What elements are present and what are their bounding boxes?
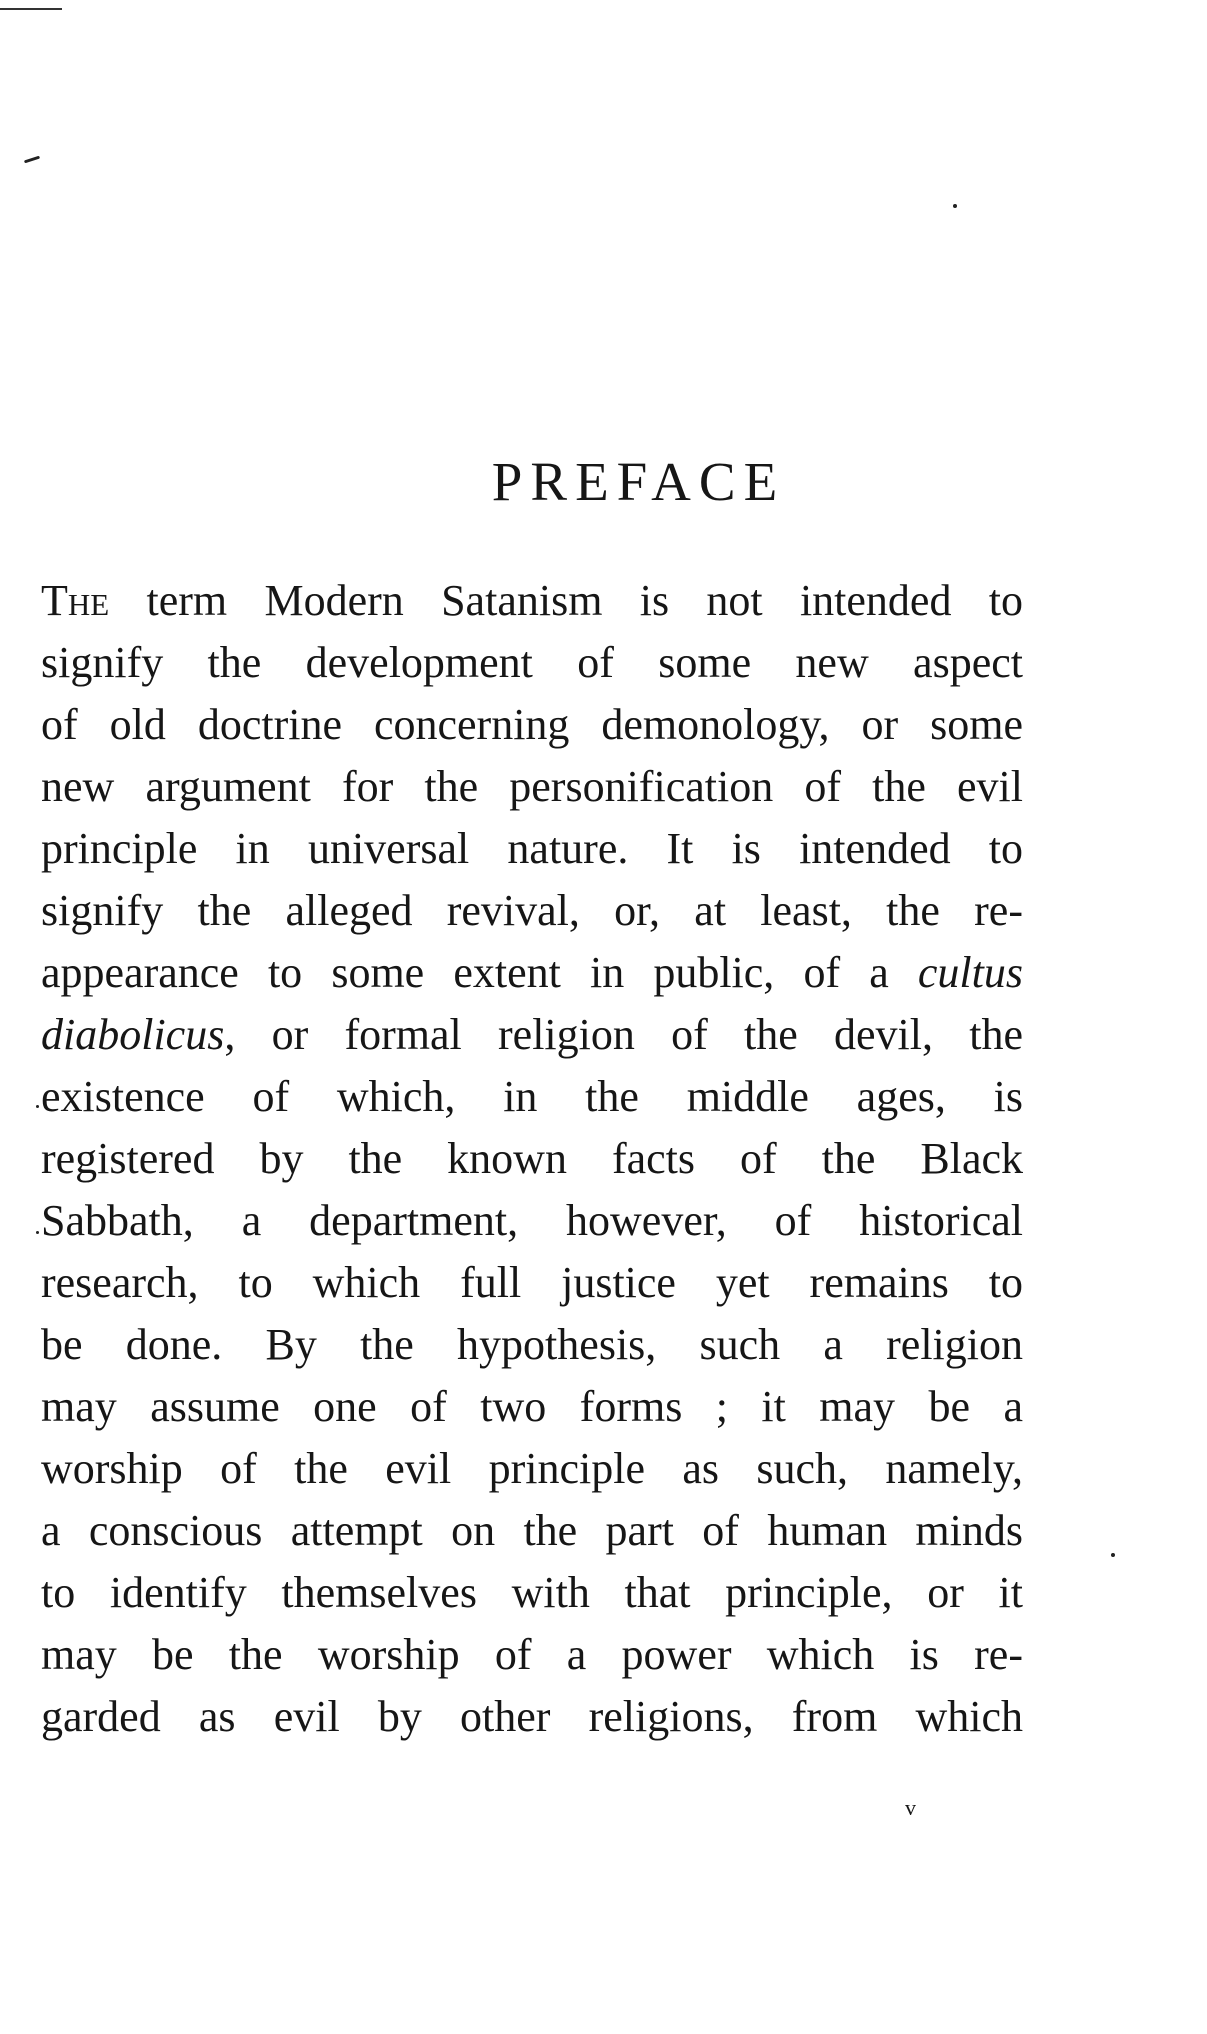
preface-body [41,570,1023,1748]
text-line: signify the alleged revival, or, at least, the re- [41,886,1023,935]
text-line [41,942,1023,1004]
text-line [41,570,1023,632]
text-line: worship of the evil principle as such, namely, [41,1444,1023,1493]
italic-term: cultus [917,948,1023,997]
text-line: research, to which full justice yet remains to [41,1258,1023,1307]
text-line: principle in universal nature. It is intended to [41,824,1023,873]
top-edge-rule [0,8,62,10]
text-line: to identify themselves with that principle, or it [41,1568,1023,1617]
opening-word: The [41,576,110,625]
text-line [41,1004,1023,1066]
print-speck [36,1105,39,1108]
text-line: a conscious attempt on the part of human minds [41,1506,1023,1555]
text-line: may assume one of two forms ; it may be a [41,1382,1023,1431]
text-line: garded as evil by other religions, from which [41,1692,1023,1741]
text-line: be done. By the hypothesis, such a religion [41,1320,1023,1369]
print-speck [36,1231,39,1234]
line-text: term Modern Satanism is not intended to [109,576,1023,625]
italic-term: diabolicus [41,1010,225,1059]
text-line: signify the development of some new aspect [41,638,1023,687]
signature-mark: v [905,1795,916,1820]
line-text: , or formal religion of the devil, the [224,1010,1023,1059]
print-speck [24,156,40,164]
print-speck [1111,1553,1115,1557]
text-line: existence of which, in the middle ages, is [41,1072,1023,1121]
text-line: new argument for the personification of the evil [41,762,1023,811]
page-heading: PREFACE [491,451,786,512]
text-line: registered by the known facts of the Black [41,1134,1023,1183]
text-line: of old doctrine concerning demonology, or some [41,700,1023,749]
line-text: appearance to some extent in public, of a [41,948,918,997]
text-line: Sabbath, a department, however, of historical [41,1196,1023,1245]
text-line: may be the worship of a power which is re- [41,1630,1023,1679]
print-speck [953,204,957,208]
